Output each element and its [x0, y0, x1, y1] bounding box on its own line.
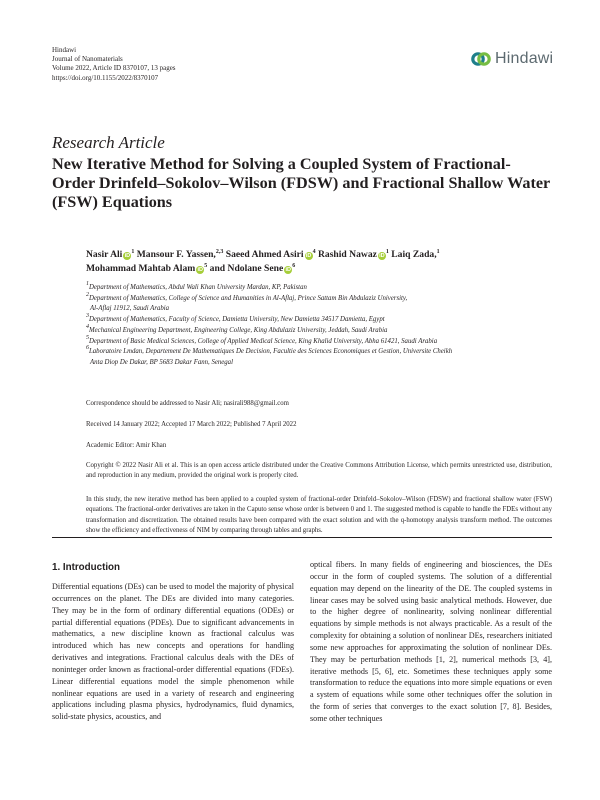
affiliation-item: $^6$Laboratoire Lmdan, Departement De Mathematiques De Decision, Facultie des Sciences Economiques et Gestion, Universite Cheikh Anta Diop De Dakar, BP 5683 Dakar Fann, Senegal [86, 345, 453, 366]
volume-line: Volume 2022, Article ID 8370107, 13 pages [52, 64, 176, 73]
doi-link[interactable]: https://doi.org/10.1155/2022/8370107 [52, 73, 159, 82]
orcid-icon[interactable]: iD [285, 267, 291, 273]
author-affil-sup: 1 [385, 249, 389, 255]
author-name[interactable]: Rashid Nawaz [317, 249, 377, 260]
author-name[interactable]: Nasir Ali [86, 249, 123, 260]
author-name[interactable]: Mansour F. Yassen, [136, 249, 216, 260]
author-affil-sup: 5 [204, 263, 208, 269]
orcid-icon[interactable]: iD [379, 253, 385, 259]
author-name[interactable]: Laiq Zada, [391, 249, 437, 260]
author-affil-sup: 4 [312, 249, 316, 255]
body-column-right: optical fibers. In many fields of engineering and biosciences, the DEs occur in the form of coupled systems. The solution of a differential equation may depend on the linearity of the DE. The coupled systems in linear cases may be solved using basic analytical methods. However, due to the higher degree of nonlinearity, solving nonlinear differential equations by simple methods is not always practicable. As a result of the complexity for obtaining a solution of nonlinear DEs, researchers initiated some new approaches for approximating the solution of nonlinear DEs. They may be perturbation methods [1, 2], numerical methods [3, 4], iterative methods [5, 6], etc. Sometimes these techniques apply some transformation to reduce the equations into more simple equations or even a system of equations while some other techniques offer the solution in the form of series that converges to the exact solution [7, 8]. Besides, some other techniques [310, 560, 552, 723]
hindawi-logo[interactable] [470, 48, 553, 70]
author-name[interactable]: and Ndolane Sene [209, 263, 284, 274]
section-heading: 1. Introduction [52, 562, 121, 573]
author-name[interactable]: Saeed Ahmed Asiri [225, 249, 304, 260]
orcid-icon[interactable]: iD [124, 253, 131, 259]
author-name[interactable]: Mohammad Mahtab Alam [86, 263, 196, 274]
author-affil-sup: 1 [436, 249, 440, 255]
author-list [86, 248, 556, 276]
affiliation-list [86, 283, 556, 369]
orcid-icon[interactable]: iD [305, 253, 312, 259]
correspondence[interactable]: Correspondence should be addressed to Nasir Ali; nasirali988@gmail.com [86, 400, 289, 407]
hindawi-logo-icon [470, 48, 492, 70]
affiliation-item: $^1$Department of Mathematics, Abdul Wali Khan University Mardan, KP, Pakistan [86, 281, 307, 291]
author-affil-sup: 1 [131, 249, 135, 255]
publisher-name: Hindawi [52, 46, 77, 54]
affiliation-item: $^3$Department of Mathematics, Faculty of Science, Damietta University, New Damietta 34517 Damietta, Egypt [86, 313, 385, 324]
abstract: In this study, the new iterative method has been applied to a coupled system of fractional-order Drinfeld–Sokolov–Wilson (FDSW) and fractional shallow water (FSW) equations. The fractional-order derivatives are taken in the Caputo sense whose order is between 0 and 1. The suggested method is capable to handle the FDEs without any transformation and discretization. The obtained results have been compared with the exact solution and with the q-homotopy analysis transform method. The outcomes show the efficiency and effectiveness of NIM by comparing through tables and graphs. [86, 496, 552, 534]
affiliation-item: $^4$Mechanical Engineering Department, Engineering College, King Abdulaziz University, Jeddah, Saudi Arabia [86, 323, 388, 334]
copyright-notice: Copyright © 2022 Nasir Ali et al. This is an open access article distributed under the Creative Commons Attribution License, which permits unrestricted use, distribution, and reproduction in any medium, provided the original work is properly cited. [86, 462, 552, 480]
section-divider [52, 537, 552, 538]
author-affil-sup: 6 [292, 263, 296, 269]
affiliation-item: $^2$Department of Mathematics, College of Science and Humanities in Al-Aflaj, Prince Sattam Bin Abdulaziz University, Al-Aflaj 11912, Saudi Arabia [86, 291, 408, 313]
article-title: New Iterative Method for Solving a Coupled System of Fractional-Order Drinfeld–Sokolov–Wilson (FDSW) and Fractional Shallow Water (FSW) Equations [52, 155, 550, 211]
affiliation-item: $^5$Department of Basic Medical Sciences, College of Applied Medical Science, King Khalid University, Abha 61421, Saudi Arabia [86, 334, 438, 345]
orcid-icon[interactable]: iD [197, 267, 204, 273]
academic-editor: Academic Editor: Amir Khan [86, 442, 167, 449]
hindawi-wordmark: Hindawi [495, 50, 554, 67]
author-affil-sup: 2,3 [215, 249, 224, 255]
journal-name: Journal of Nanomaterials [52, 55, 123, 64]
journal-meta [52, 46, 176, 83]
article-type: Research Article [52, 133, 165, 152]
body-column-left: Differential equations (DEs) can be used to model the majority of physical occurrences on the planet. The DEs are divided into many categories. They may be in the form of ordinary differential equations (ODEs) or partial differential equations (PDEs). Due to significant advancements in mathematics, a new discipline known as fractional calculus was introduced which has new concepts and operations for handling derivatives and integrations. Fractional calculus deals with the DEs of noninteger order known as fractional-order differential equations (FDEs). Linear differential equations model the simple phenomenon while nonlinear equations are used in a variety of research and engineering applications including plasma physics, hydrodynamics, fluid dynamics, solid-state physics, acoustics, and [52, 582, 294, 722]
article-dates: Received 14 January 2022; Accepted 17 March 2022; Published 7 April 2022 [86, 421, 297, 428]
